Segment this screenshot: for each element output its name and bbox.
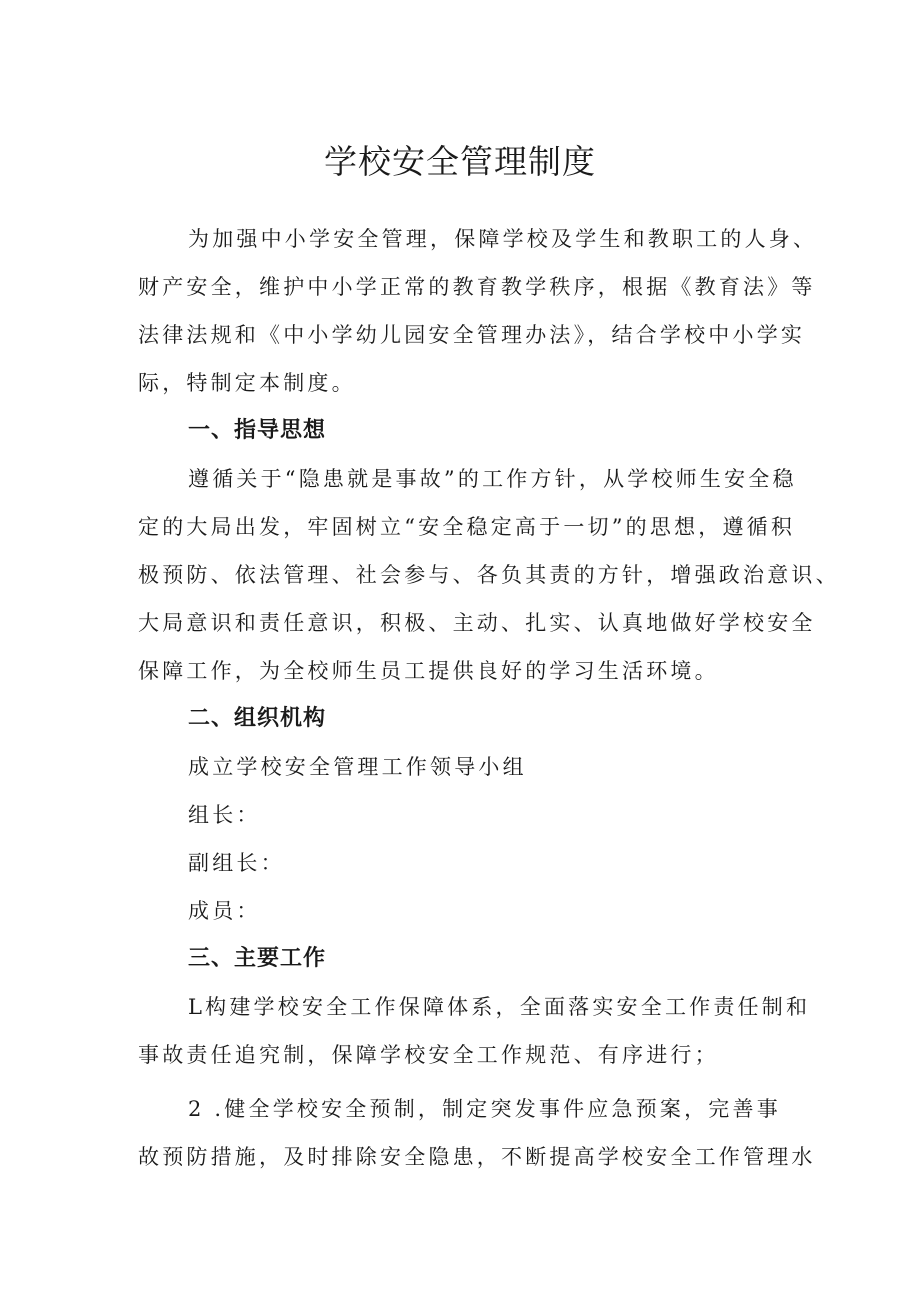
intro-line-4: 际，特制定本制度。	[138, 371, 356, 395]
intro-line-2: 财产安全，维护中小学正常的教育教学秩序，根据《教育法》等	[138, 275, 816, 299]
leader-label: 组长：	[188, 803, 261, 827]
intro-line-1: 为加强中小学安全管理，保障学校及学生和教职工的人身、	[188, 227, 818, 251]
section-heading-main-work: 三、主要工作	[188, 946, 327, 971]
section1-line-4: 大局意识和责任意识，积极、主动、扎实、认真地做好学校安全	[138, 611, 816, 635]
intro-line-3: 法律法规和《中小学幼儿园安全管理办法》，结合学校中小学实	[138, 323, 806, 347]
section3-item2-line-1: 2 .健全学校安全预制，制定突发事件应急预案，完善事	[188, 1097, 781, 1121]
section3-item1-line-1: L构建学校安全工作保障体系，全面落实安全工作责任制和	[188, 995, 811, 1019]
members-label: 成员：	[188, 899, 261, 923]
section1-line-5: 保障工作，为全校师生员工提供良好的学习生活环境。	[138, 659, 719, 683]
section3-item2-line-2: 故预防措施，及时排除安全隐患，不断提高学校安全工作管理水	[138, 1145, 816, 1169]
section-heading-organization: 二、组织机构	[188, 706, 327, 731]
section3-item1-line-2: 事故责任追究制，保障学校安全工作规范、有序进行；	[138, 1043, 719, 1067]
document-title: 学校安全管理制度	[324, 142, 596, 181]
section1-line-2: 定的大局出发，牢固树立“安全稳定高于一切”的思想，遵循积	[138, 515, 796, 539]
section-heading-guiding-thought: 一、指导思想	[188, 418, 327, 443]
section2-line-1: 成立学校安全管理工作领导小组	[188, 755, 527, 779]
section1-line-3: 极预防、依法管理、社会参与、各负其责的方针，增强政治意识、	[138, 563, 840, 587]
section1-line-1: 遵循关于“隐患就是事故”的工作方针，从学校师生安全稳	[188, 467, 797, 491]
deputy-leader-label: 副组长：	[188, 851, 285, 875]
